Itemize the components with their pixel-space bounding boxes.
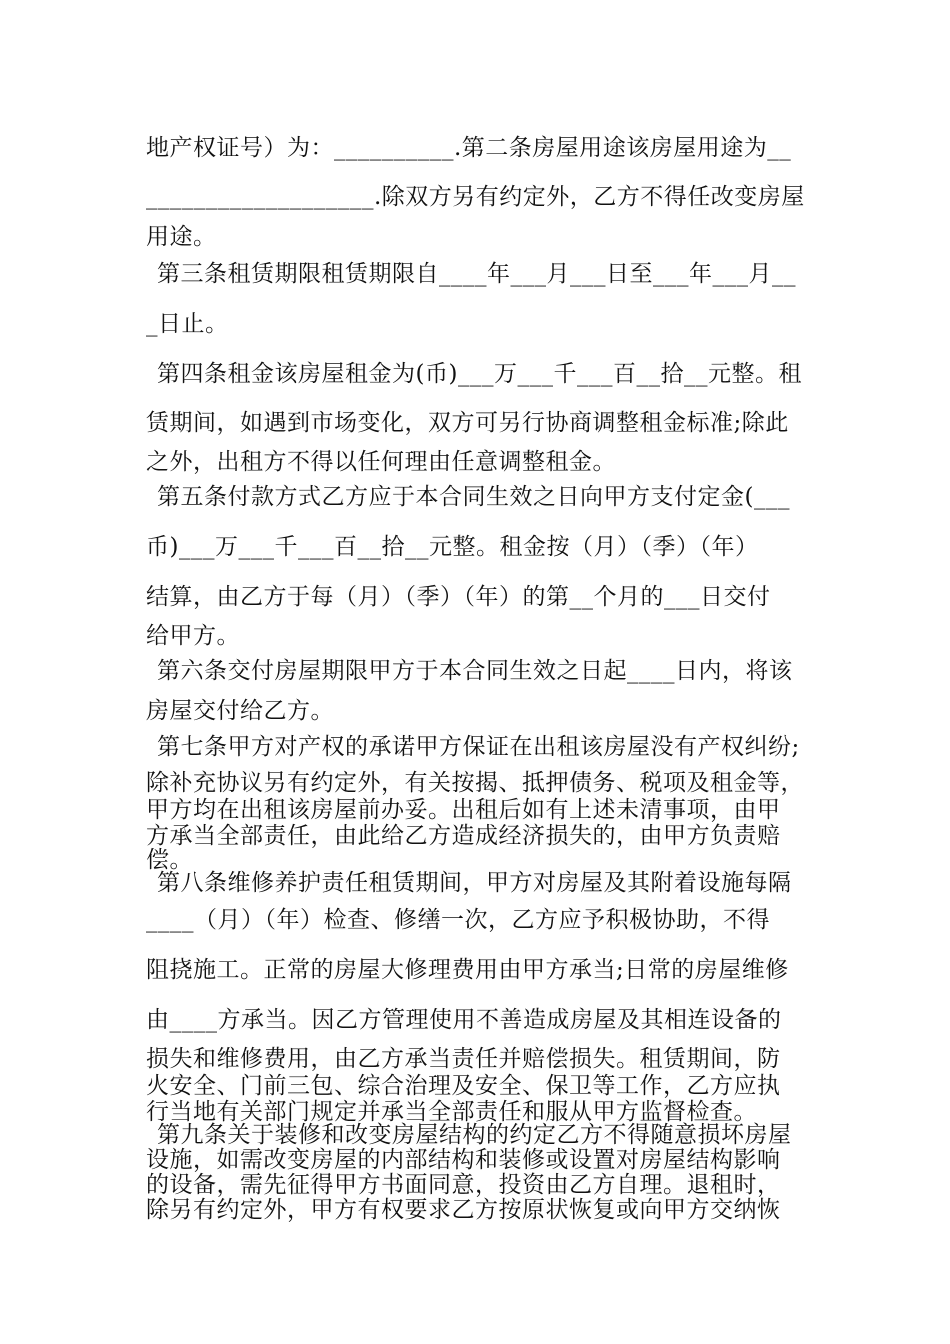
text-line: 第三条租赁期限租赁期限自____年___月___日至___年___月__	[157, 261, 796, 287]
text-line: 偿。	[146, 847, 193, 873]
text-line: 阻挠施工。正常的房屋大修理费用由甲方承当;日常的房屋维修	[146, 957, 789, 983]
text-line: 第八条维修养护责任租赁期间，甲方对房屋及其附着设施每隔	[157, 870, 792, 896]
text-line: 第七条甲方对产权的承诺甲方保证在出租该房屋没有产权纠纷;	[157, 734, 800, 760]
text-line: 第六条交付房屋期限甲方于本合同生效之日起____日内，将该	[157, 658, 793, 684]
text-line: 第四条租金该房屋租金为(币)___万___千___百__拾__元整。租	[157, 361, 802, 387]
text-line: 给甲方。	[146, 623, 240, 649]
text-line: 除补充协议另有约定外，有关按揭、抵押债务、税项及租金等，	[146, 770, 804, 796]
text-line: 除另有约定外，甲方有权要求乙方按原状恢复或向甲方交纳恢	[146, 1197, 781, 1223]
text-line: 火安全、门前三包、综合治理及安全、保卫等工作，乙方应执	[146, 1073, 781, 1099]
text-line: 币)___万___千___百__拾__元整。租金按（月）（季）（年）	[146, 534, 759, 560]
text-line: 方承当全部责任，由此给乙方造成经济损失的，由甲方负责赔	[146, 823, 781, 849]
text-line: 房屋交付给乙方。	[146, 698, 334, 724]
text-line: 结算，由乙方于每（月）（季）（年）的第__个月的___日交付	[146, 584, 771, 610]
text-line: 赁期间，如遇到市场变化，双方可另行协商调整租金标准;除此	[146, 410, 789, 436]
text-line: ___________________.除双方另有约定外，乙方不得任改变房屋	[146, 184, 805, 210]
text-line: 的设备，需先征得甲方书面同意，投资由乙方自理。退租时，	[146, 1172, 781, 1198]
text-line: 第五条付款方式乙方应于本合同生效之日向甲方支付定金(___	[157, 484, 790, 510]
text-line: ____（月）（年）检查、修缮一次，乙方应予积极协助，不得	[146, 907, 770, 933]
text-line: 由____方承当。因乙方管理使用不善造成房屋及其相连设备的	[146, 1007, 782, 1033]
text-line: 之外，出租方不得以任何理由任意调整租金。	[146, 449, 616, 475]
text-line: 甲方均在出租该房屋前办妥。出租后如有上述未清事项，由甲	[146, 797, 781, 823]
text-line: 第九条关于装修和改变房屋结构的约定乙方不得随意损坏房屋	[157, 1122, 792, 1148]
text-line: 设施，如需改变房屋的内部结构和装修或设置对房屋结构影响	[146, 1147, 781, 1173]
text-line: 行当地有关部门规定并承当全部责任和服从甲方监督检查。	[146, 1099, 757, 1125]
text-line: _日止。	[146, 311, 229, 337]
text-line: 地产权证号）为：__________.第二条房屋用途该房屋用途为__	[146, 135, 792, 161]
text-line: 损失和维修费用，由乙方承当责任并赔偿损失。租赁期间，防	[146, 1046, 781, 1072]
text-line: 用途。	[146, 224, 217, 250]
